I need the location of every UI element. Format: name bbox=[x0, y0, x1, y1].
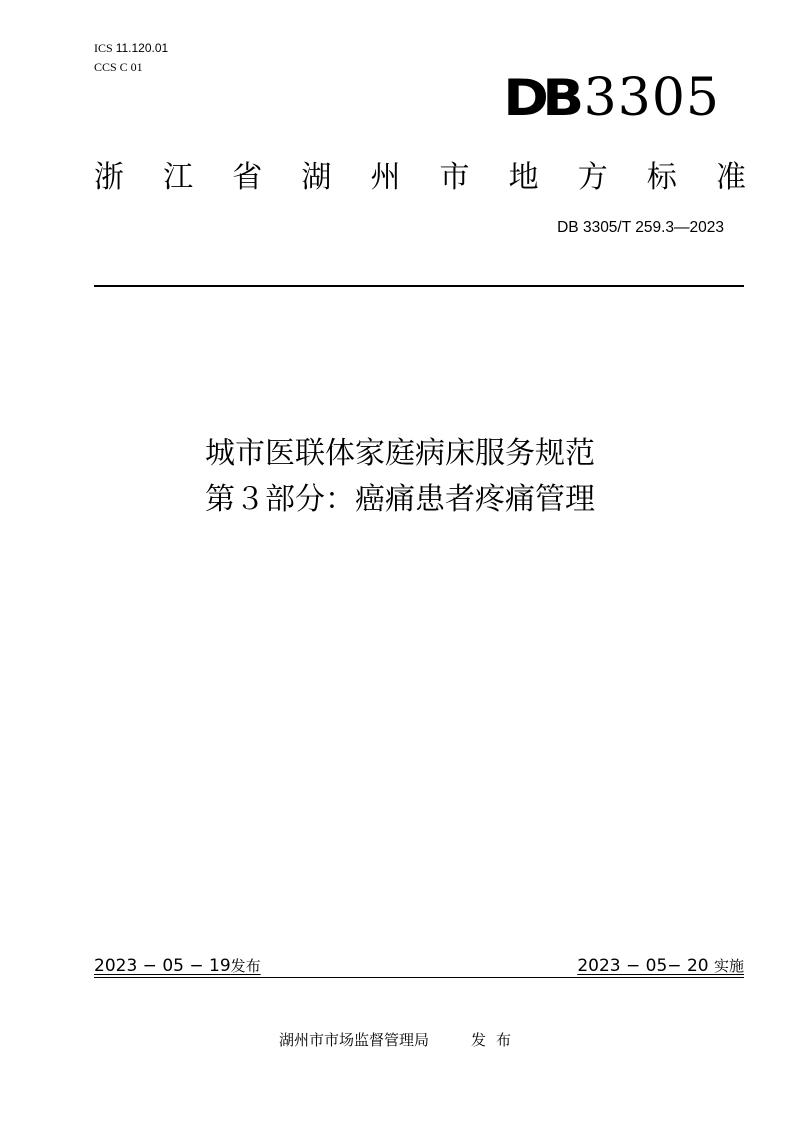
implementation-label: 实施 bbox=[713, 957, 744, 975]
region-title-char: 江 bbox=[163, 160, 194, 195]
document-title-line-1: 城市医联体家庭病床服务规范 bbox=[205, 436, 595, 471]
region-title-char: 方 bbox=[577, 160, 608, 195]
ccs-code: CCS C 01 bbox=[94, 60, 143, 74]
region-title-char: 准 bbox=[715, 160, 746, 195]
implementation-date bbox=[577, 954, 744, 978]
region-title-char: 标 bbox=[646, 160, 677, 195]
db-logo-number: 3305 bbox=[583, 68, 720, 128]
db-standard-logo bbox=[503, 66, 720, 130]
release-label: 发布 bbox=[230, 957, 261, 975]
db-logo-letters: DB bbox=[503, 69, 578, 127]
issuing-authority bbox=[0, 1029, 800, 1051]
region-title-char: 省 bbox=[232, 160, 263, 195]
region-title-char: 湖 bbox=[301, 160, 332, 195]
release-date bbox=[94, 954, 261, 978]
issuer-action: 发布 bbox=[471, 1031, 522, 1049]
ics-code bbox=[94, 41, 168, 55]
standard-number: DB 3305/T 259.3—2023 bbox=[557, 219, 724, 236]
release-date-value: 2023 − 05 − 19 bbox=[94, 956, 231, 976]
ics-label: ICS bbox=[94, 41, 113, 55]
region-title-char: 州 bbox=[370, 160, 401, 195]
bottom-divider bbox=[94, 977, 744, 978]
top-divider bbox=[94, 285, 744, 287]
region-standard-title bbox=[94, 156, 746, 200]
document-title-line-2: 第３部分：癌痛患者疼痛管理 bbox=[205, 482, 595, 517]
region-title-char: 浙 bbox=[94, 160, 124, 195]
region-title-char: 市 bbox=[439, 160, 470, 195]
ics-number: 11.120.01 bbox=[115, 41, 169, 55]
issuer-name: 湖州市市场监督管理局 bbox=[278, 1031, 429, 1049]
region-title-char: 地 bbox=[508, 160, 539, 195]
implementation-date-value: 2023 − 05− 20 bbox=[577, 956, 709, 976]
